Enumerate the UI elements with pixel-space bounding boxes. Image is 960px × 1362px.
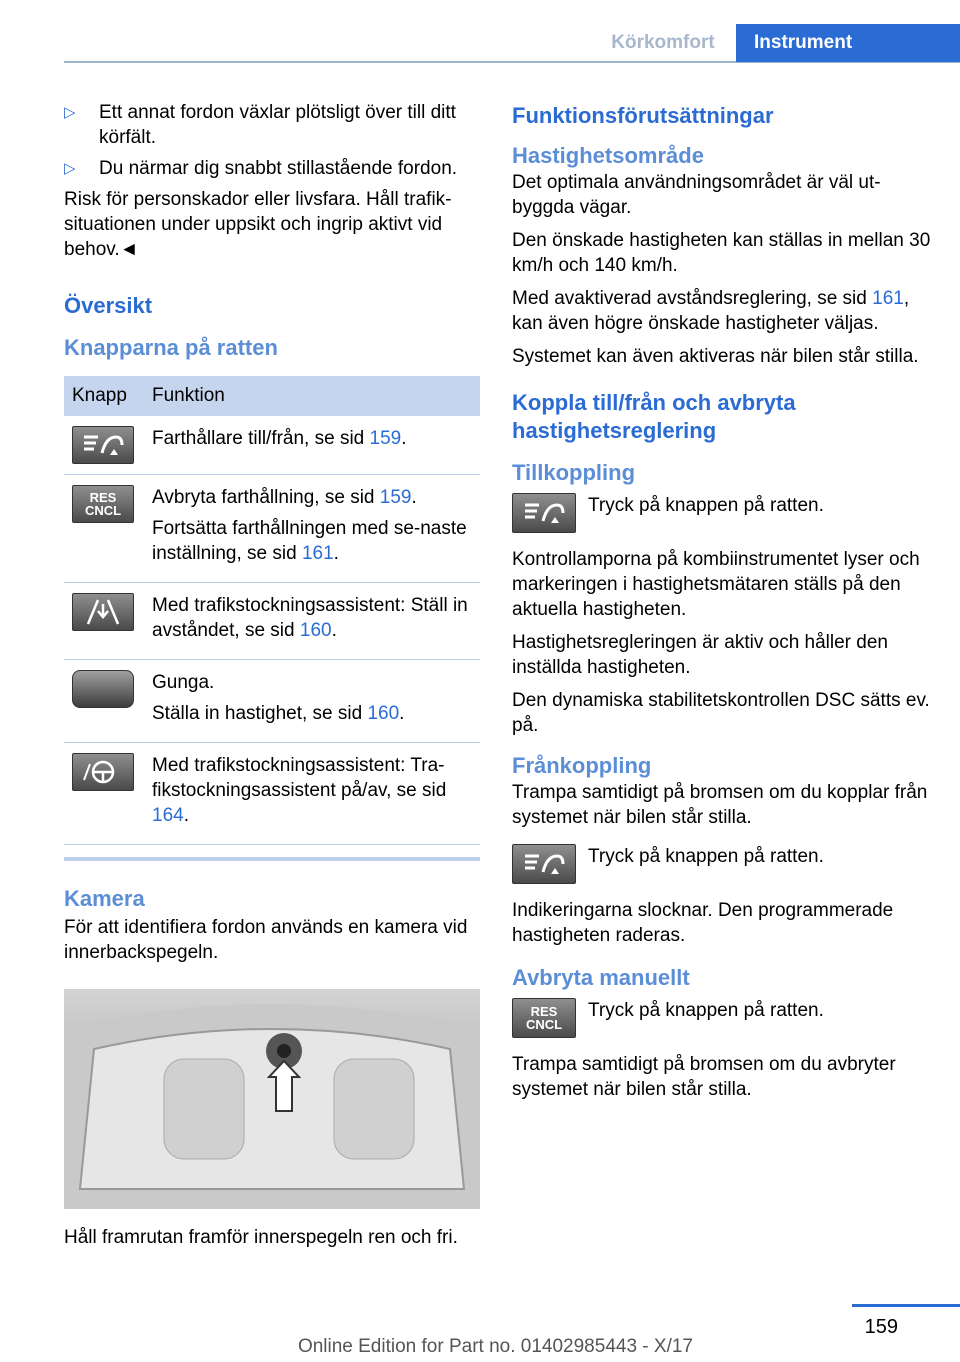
res-cncl-icon: RES CNCL [512, 998, 576, 1038]
page-link[interactable]: 164 [152, 805, 184, 826]
cruise-control-icon [512, 493, 576, 533]
right-column: Funktionsförutsättningar Hastighetsområde Det optimala användningsområdet är väl ut-byggda vägar. Den önskade hastigheten kan ställas in mellan 30 km/h och 140 km/h. Med avaktiverad avståndsreglering, se sid 161, kan även högre önskade hastigheter väljas. Systemet kan även aktiveras när bilen står stilla. Koppla till/från och avbryta hastighetsreglering Tillkoppling Tryck på knappen på ratten. Kontrollamporna på kombiinstrumentet lyser och markeringen i hastighetsmätaren ställs på den aktuella hastigheten. Hastighetsregleringen är aktiv och håller den inställda hastigheten. Den dynamiska stabilitetskontrollen DSC sätts ev. på. Frånkoppling Trampa samtidigt på bromsen om du kopplar från systemet när bilen står stilla. Tryck på knappen på ratten. Indikeringarna slocknar. Den programmerade hastigheten raderas. Avbryta manuellt RES CNCL Tryck på knappen på ratten. Trampa samtidigt på bromsen om du avbryter systemet när bilen står stilla. [512, 103, 931, 1100]
inline-instruction: Tryck på knappen på ratten. [512, 493, 932, 533]
table-row: Farthållare till/från, se sid 159. [64, 416, 480, 475]
heading-deactivation: Frånkoppling [512, 753, 652, 778]
distance-icon [72, 593, 134, 631]
table-header-function: Funktion [144, 376, 480, 416]
bullet-item: ▷ Ett annat fordon växlar plötsligt över till ditt körfält. [64, 102, 456, 148]
table-end-rule [64, 857, 480, 861]
chapter-tab-korkomfort[interactable]: Körkomfort [611, 32, 715, 53]
table-row: RES CNCL Avbryta farthållning, se sid 159. Fortsätta farthållningen med se-naste inställning, se sid 161. [64, 475, 480, 583]
left-column [64, 100, 480, 1258]
inline-instruction: Tryck på knappen på ratten. [512, 844, 932, 884]
steering-wheel-icon [72, 753, 134, 791]
bullet-item: ▷ Du närmar dig snabbt stillastående fordon. [64, 158, 458, 179]
cruise-control-icon [72, 426, 134, 464]
page-link[interactable]: 159 [379, 487, 412, 508]
page-link[interactable]: 159 [369, 428, 402, 449]
footer-edition: Online Edition for Part no. 01402985443 - X/17 [297, 1336, 693, 1357]
heading-toggle: Koppla till/från och avbryta hastighetsreglering [512, 390, 796, 443]
table-row: Gunga. Ställa in hastighet, se sid 160. [64, 660, 480, 743]
page-link[interactable]: 160 [367, 703, 400, 724]
heading-buttons: Knapparna på ratten [64, 335, 278, 360]
button-function-table [64, 376, 480, 845]
photo-caption: Håll framrutan framför innerspegeln ren och fri. [64, 1227, 458, 1248]
heading-function-requirements: Funktionsförutsättningar [512, 103, 774, 128]
chapter-tab-instrument[interactable]: Instrument [736, 24, 960, 62]
camera-text: För att identifiera fordon används en kamera vid innerbackspegeln. [64, 917, 468, 963]
heading-camera: Kamera [64, 886, 145, 911]
cruise-control-icon [512, 844, 576, 884]
table-header-button: Knapp [64, 376, 144, 416]
rocker-icon [72, 670, 134, 708]
page-link[interactable]: 161 [872, 288, 904, 309]
table-row: Med trafikstockningsassistent: Ställ in avståndet, se sid 160. [64, 583, 480, 660]
footer-rule [852, 1304, 960, 1307]
inline-instruction: RES CNCL Tryck på knappen på ratten. [512, 998, 932, 1038]
triangle-bullet-icon: ▷ [64, 160, 76, 177]
triangle-bullet-icon: ▷ [64, 104, 76, 121]
page-number: 159 [864, 1316, 898, 1338]
page-link[interactable]: 160 [299, 620, 332, 641]
warning-text: Risk för personskador eller livsfara. Håll trafik-situationen under uppsikt och ingrip aktivt vid behov.◄ [64, 189, 452, 260]
page-link[interactable]: 161 [301, 543, 334, 564]
heading-manual-cancel: Avbryta manuellt [512, 965, 690, 990]
res-cncl-icon: RES CNCL [72, 485, 134, 523]
heading-overview: Översikt [64, 293, 153, 318]
table-row: Med trafikstockningsassistent: Tra-fikstockningsassistent på/av, se sid 164. [64, 743, 480, 845]
heading-activation: Tillkoppling [512, 460, 636, 485]
camera-photo [64, 989, 480, 1209]
heading-speed-range: Hastighetsområde [512, 143, 704, 168]
